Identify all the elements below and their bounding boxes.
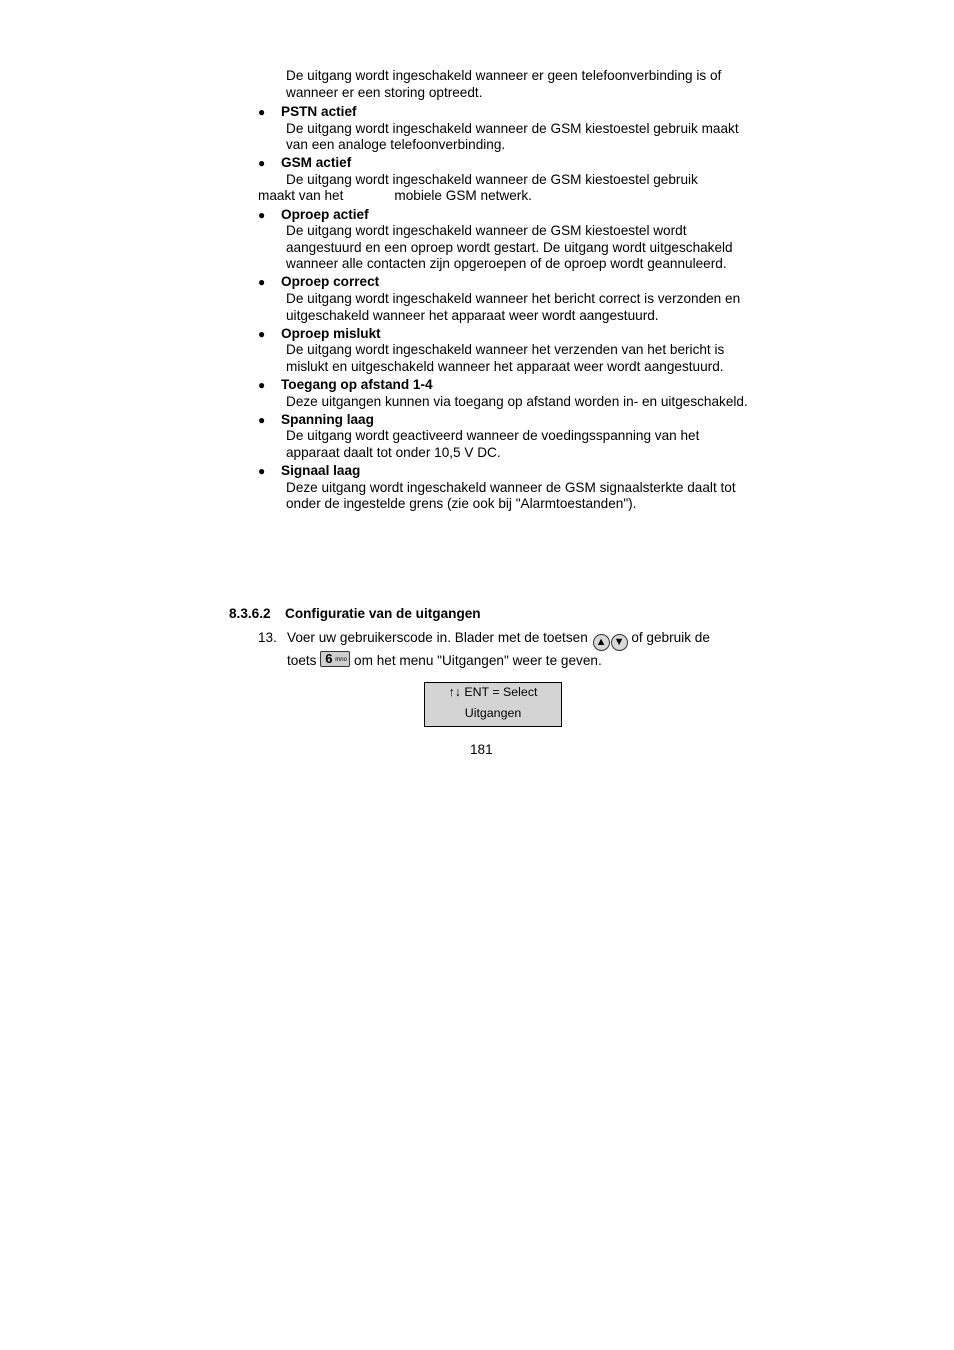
output-types-list <box>258 104 748 514</box>
list-item <box>258 207 748 273</box>
item-description: De uitgang wordt ingeschakeld wanneer de GSM kiestoestel gebruik maakt van een analoge telefoonverbinding. <box>286 120 739 153</box>
item-description: De uitgang wordt ingeschakeld wanneer de GSM kiestoestel wordt aangestuurd en een oproep wordt gestart. De uitgang wordt uitgeschakeld wanneer alle contacten zijn opgeroepen of de oproep wordt geannuleerd. <box>286 223 733 272</box>
step-13 <box>258 630 758 670</box>
list-item <box>258 412 748 462</box>
step-number: 13. <box>258 630 277 645</box>
intro-paragraph: De uitgang wordt ingeschakeld wanneer er geen telefoonverbinding is of wanneer er een storing optreedt. <box>286 68 722 100</box>
item-description: Deze uitgangen kunnen via toegang op afstand worden in- en uitgeschakeld. <box>286 393 748 409</box>
item-description-part: maakt van het <box>258 188 344 204</box>
bullet-icon: ● <box>258 463 266 478</box>
item-description: De uitgang wordt ingeschakeld wanneer het verzenden van het bericht is mislukt en uitgeschakeld wanneer het apparaat weer wordt aangestuurd. <box>286 342 725 374</box>
arrow-up-key-icon: ▲ <box>593 634 610 651</box>
list-item <box>258 104 748 154</box>
item-description: De uitgang wordt ingeschakeld wanneer het bericht correct is verzonden en uitgeschakeld wanneer het apparaat weer wordt aangestuurd. <box>286 291 741 323</box>
bullet-icon: ● <box>258 378 266 392</box>
step-text-part: om het menu "Uitgangen" weer te geven. <box>354 653 602 668</box>
step-text <box>287 630 758 670</box>
item-description: Deze uitgang wordt ingeschakeld wanneer de GSM signaalsterkte daalt tot onder de ingestelde grens (zie ook bij "Alarmtoestanden"). <box>286 479 736 512</box>
arrow-down-key-icon: ▼ <box>611 634 628 651</box>
item-description-continued <box>258 188 748 205</box>
list-item <box>258 155 748 205</box>
list-item <box>258 377 748 410</box>
item-term: PSTN actief <box>281 104 357 119</box>
lcd-line-2: Uitgangen <box>464 706 522 720</box>
list-item <box>258 463 748 513</box>
section-heading <box>229 606 481 623</box>
section-number: 8.3.6.2 <box>229 606 271 621</box>
section-title: Configuratie van de uitgangen <box>285 606 481 621</box>
item-term: GSM actief <box>281 155 352 171</box>
key-letters: mno <box>335 657 347 663</box>
bullet-icon: ● <box>258 156 266 171</box>
item-description-part: mobiele GSM netwerk. <box>394 188 532 204</box>
page-number: 181 <box>470 742 493 757</box>
bullet-icon: ● <box>258 412 266 427</box>
list-item <box>258 326 748 376</box>
step-text-part: Voer uw gebruikerscode in. Blader met de toetsen <box>287 630 588 645</box>
item-term: Toegang op afstand 1-4 <box>281 377 433 392</box>
lcd-line-1: ↑↓ ENT = Select <box>448 685 538 699</box>
key-6-icon <box>320 651 350 667</box>
item-term: Oproep mislukt <box>281 325 381 341</box>
step-text-part: toets <box>287 653 317 668</box>
step-text-part: of gebruik de <box>631 630 710 645</box>
bullet-icon: ● <box>258 275 266 290</box>
lcd-display <box>424 682 562 727</box>
item-description: De uitgang wordt geactiveerd wanneer de voedingsspanning van het apparaat daalt tot onder 10,5 V DC. <box>286 428 700 460</box>
item-term: Oproep actief <box>281 206 369 222</box>
list-item <box>258 274 748 324</box>
item-term: Spanning laag <box>281 411 374 427</box>
bullet-icon: ● <box>258 105 266 119</box>
bullet-icon: ● <box>258 326 266 341</box>
item-description: De uitgang wordt ingeschakeld wanneer de GSM kiestoestel gebruik <box>286 171 698 187</box>
item-term: Signaal laag <box>281 462 361 478</box>
item-term: Oproep correct <box>281 274 380 290</box>
bullet-icon: ● <box>258 207 266 222</box>
key-digit: 6 <box>325 651 333 666</box>
